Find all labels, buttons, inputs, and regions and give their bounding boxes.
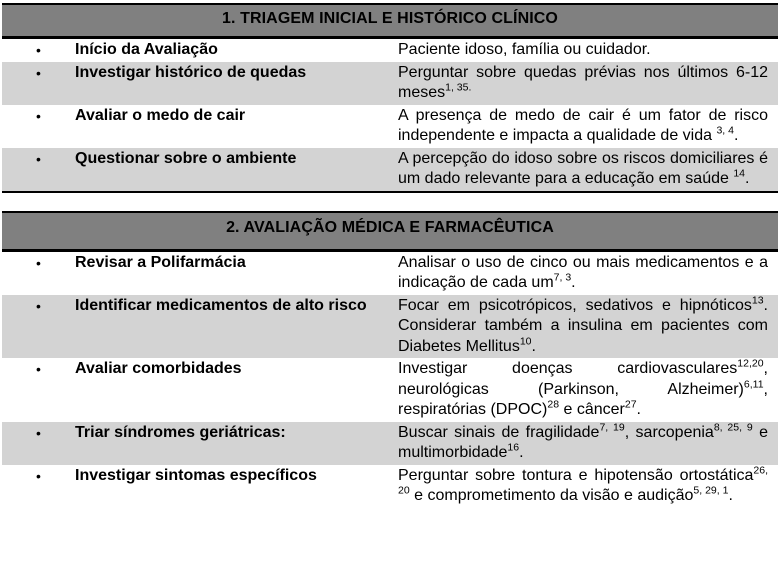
checklist-item-term: Revisar a Polifarmácia [75,253,246,271]
reference-superscript: 7, 3 [553,271,572,284]
reference-superscript: 7, 19 [599,421,625,434]
checklist-item-description: Buscar sinais de fragilidade$^{7, 19}$, sarcopenia$^{8, 25, 9}$ e multimorbidade$^{16}$. [398,421,768,461]
reference-superscript: 27 [624,398,637,411]
bullet-icon: • [36,64,41,81]
table-row [2,252,778,295]
bullet-icon: • [36,467,41,484]
table-avaliacao-medica [2,211,778,508]
reference-superscript: 26, 20 [398,464,768,497]
checklist-item-description: A presença de medo de cair é um fator de risco independente e impacta a qualidade de vida $^{3, 4}$. [398,106,768,144]
reference-superscript: 16 [507,441,520,454]
table-row [2,295,778,359]
bullet-icon: • [36,424,41,441]
checklist-item-term: Início da Avaliação [75,41,218,58]
table-body [2,252,778,508]
checklist-item-description: Perguntar sobre tontura e hipotensão ortostática$^{26, 20}$ e comprometimento da visão e audição$^{5, 29, 1}$. [398,464,768,504]
checklist-item-term: Triar síndromes geriátricas: [75,423,286,441]
reference-superscript: 5, 29, 1 [693,484,729,497]
reference-superscript: 28 [547,398,560,411]
table-triagem-inicial [2,3,778,193]
reference-superscript: 13 [751,294,764,307]
section-header: 2. AVALIAÇÃO MÉDICA E FARMACÊUTICA [2,213,778,252]
bullet-icon: • [36,297,41,314]
checklist-item-description: A percepção do idoso sobre os riscos domiciliares é um dado relevante para a educação em saúde $^{14}$. [398,149,768,187]
reference-superscript: 10 [519,335,532,348]
checklist-item-description: Paciente idoso, família ou cuidador. [398,41,651,58]
section-header: 1. TRIAGEM INICIAL E HISTÓRICO CLÍNICO [2,5,778,39]
table-row [2,358,778,422]
checklist-item-term: Identificar medicamentos de alto risco [75,296,367,314]
checklist-item-description: Perguntar sobre quedas prévias nos últimos 6-12 meses$^{1, 35.}$ [398,63,768,101]
bullet-icon: • [36,42,41,58]
table-row [2,465,778,508]
reference-superscript: 14 [733,167,746,180]
checklist-item-term: Investigar sintomas específicos [75,466,317,484]
table-row [2,62,778,105]
checklist-item-term: Avaliar comorbidades [75,360,242,377]
table-row [2,148,778,191]
bullet-icon: • [36,150,41,167]
table-row [2,422,778,465]
checklist-item-term: Investigar histórico de quedas [75,63,307,81]
checklist-item-description: Focar em psicotrópicos, sedativos e hipnóticos$^{13}$. Considerar também a insulina em pacientes com Diabetes Mellitus$^{10}$. [398,294,768,355]
reference-superscript: 8, 25, 9 [713,421,753,434]
reference-superscript: 1, 35. [445,81,472,94]
table-body [2,39,778,191]
bullet-icon: • [36,107,41,124]
checklist-item-term: Questionar sobre o ambiente [75,149,297,167]
reference-superscript: 12,20 [737,357,764,370]
table-row [2,39,778,62]
checklist-item-description: Analisar o uso de cinco ou mais medicamentos e a indicação de cada um$^{7, 3}$. [398,253,768,291]
checklist-item-term: Avaliar o medo de cair [75,106,246,124]
bullet-icon: • [36,361,41,377]
reference-superscript: 3, 4 [716,124,734,137]
bullet-icon: • [36,254,41,271]
reference-superscript: 6,11 [743,378,764,391]
table-row [2,105,778,148]
checklist-item-description: Investigar doenças cardiovasculares$^{12,20}$, neurológicas (Parkinson, Alzheimer)$^{6,11}$, respiratórias (DPOC)$^{28}$ e câncer$^{27}$. [398,357,768,418]
